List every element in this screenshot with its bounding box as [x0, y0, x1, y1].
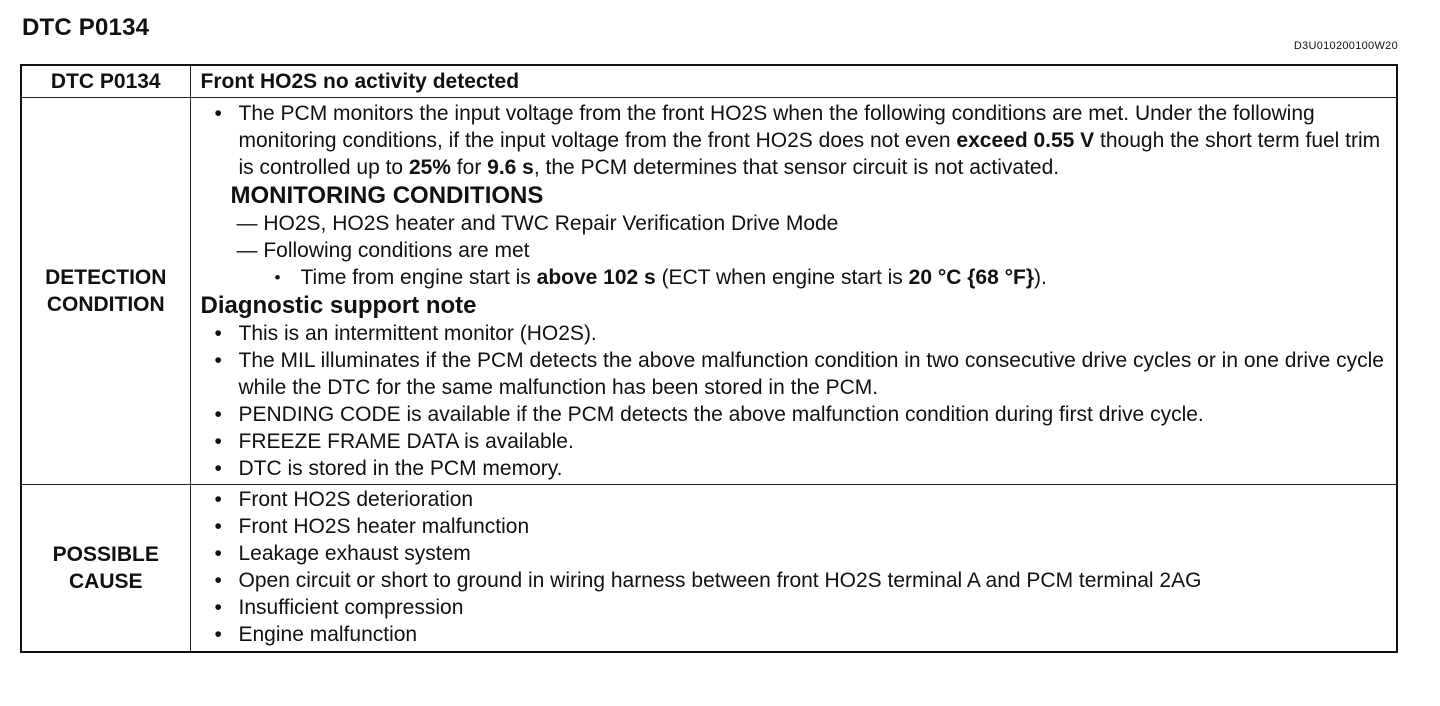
bullet-icon: •: [214, 515, 222, 538]
bullet-icon: •: [214, 403, 222, 426]
support-note-item: [201, 347, 1387, 401]
cause-item: [201, 486, 1387, 513]
bullet-icon: •: [214, 596, 222, 619]
intro-text-3: for: [450, 156, 488, 179]
bullet-icon: •: [214, 430, 222, 453]
cause-item: [201, 621, 1387, 648]
cause-text: Insufficient compression: [238, 596, 464, 619]
cause-text: Front HO2S deterioration: [238, 488, 474, 511]
support-note-item: [201, 455, 1387, 482]
possible-cause-label: POSSIBLE CAUSE: [21, 485, 190, 653]
cause-text: Front HO2S heater malfunction: [238, 515, 530, 538]
intro-fuel-trim: 25%: [408, 156, 451, 179]
cause-text: Engine malfunction: [238, 623, 418, 646]
bullet-icon: •: [214, 569, 222, 592]
support-note-text: The MIL illuminates if the PCM detects the above malfunction condition in two consecutive drive cycles or in one drive cycle while the DTC for the same malfunction has been stored in the PCM.: [238, 349, 1384, 399]
cause-text: Open circuit or short to ground in wiring harness between front HO2S terminal A and PCM terminal 2AG: [238, 569, 1202, 592]
detection-condition-row: [21, 98, 1397, 485]
condition-text-2: (ECT when engine start is: [655, 266, 909, 289]
diagnostic-support-heading: Diagnostic support note: [200, 292, 477, 319]
support-note-item: [201, 320, 1387, 347]
support-note-text: PENDING CODE is available if the PCM detects the above malfunction condition during first drive cycle.: [238, 403, 1204, 426]
bullet-icon: •: [214, 542, 222, 565]
monitoring-item: — Following conditions are met: [236, 239, 530, 262]
intro-text-4: , the PCM determines that sensor circuit is not activated.: [533, 156, 1060, 179]
dtc-table: [20, 64, 1398, 653]
intro-duration: 9.6 s: [487, 156, 534, 179]
monitoring-item: — HO2S, HO2S heater and TWC Repair Verification Drive Mode: [236, 212, 839, 235]
document-code: D3U010200100W20: [1293, 40, 1398, 52]
cause-text: Leakage exhaust system: [238, 542, 471, 565]
condition-text-1: Time from engine start is: [300, 266, 537, 289]
bullet-icon: •: [214, 349, 222, 372]
page-title: DTC P0134: [22, 14, 150, 41]
support-note-text: DTC is stored in the PCM memory.: [238, 457, 563, 480]
support-note-item: [201, 428, 1387, 455]
intro-text-2: though the short term fuel trim is controlled up to: [238, 129, 1381, 179]
dtc-code-cell: DTC P0134: [21, 65, 190, 98]
condition-time: above 102 s: [536, 266, 656, 289]
condition-text-3: ).: [1034, 266, 1047, 289]
intro-text-1: The PCM monitors the input voltage from the front HO2S when the following conditions are met. Under the following monitoring conditions, if the input voltage from the front HO2S does not even: [238, 102, 1315, 152]
engine-start-condition: [201, 264, 1387, 291]
bullet-icon: •: [214, 623, 222, 646]
detection-condition-label: DETECTION CONDITION: [21, 98, 190, 485]
detection-condition-content: [190, 98, 1397, 485]
possible-cause-row: [21, 485, 1397, 653]
cause-item: [201, 513, 1387, 540]
bullet-icon: •: [214, 488, 222, 511]
detection-intro-item: [201, 100, 1387, 181]
table-header-row: [21, 65, 1397, 98]
condition-temperature: 20 °C {68 °F}: [908, 266, 1034, 289]
monitoring-conditions-heading: MONITORING CONDITIONS: [230, 182, 544, 209]
cause-item: [201, 567, 1387, 594]
possible-cause-content: [190, 485, 1397, 653]
support-note-text: FREEZE FRAME DATA is available.: [238, 430, 574, 453]
bullet-icon: •: [214, 322, 222, 345]
cause-item: [201, 540, 1387, 567]
bullet-icon: •: [274, 268, 281, 287]
intro-threshold-voltage: exceed 0.55 V: [956, 129, 1095, 152]
cause-item: [201, 594, 1387, 621]
dtc-description-cell: Front HO2S no activity detected: [190, 65, 1397, 98]
bullet-icon: •: [214, 457, 222, 480]
support-note-item: [201, 401, 1387, 428]
bullet-icon: •: [214, 102, 222, 125]
support-note-text: This is an intermittent monitor (HO2S).: [238, 322, 597, 345]
